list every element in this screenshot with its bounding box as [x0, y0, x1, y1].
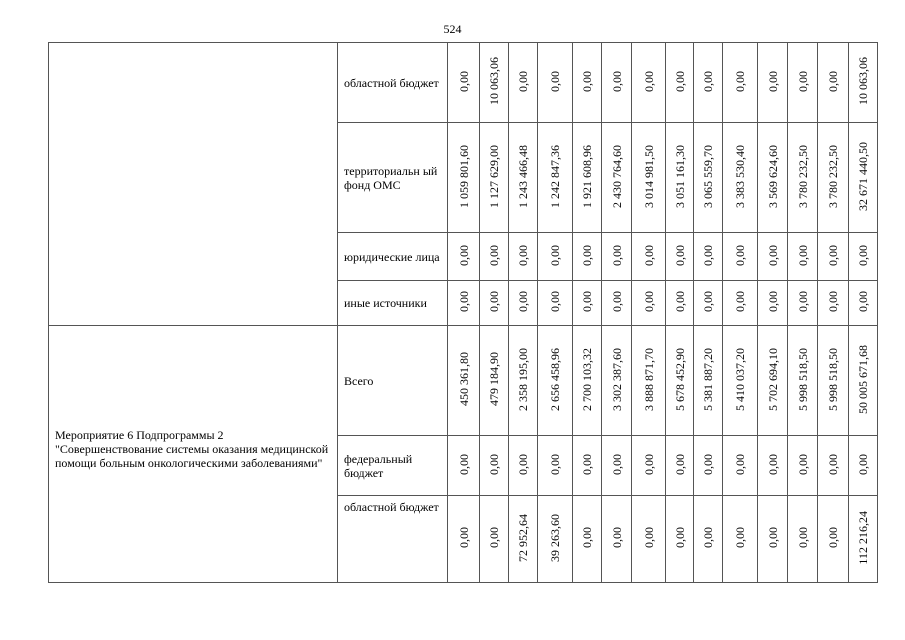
value-cell: [538, 43, 573, 123]
value-cell: [758, 326, 788, 436]
value-cell: [758, 496, 788, 583]
value-text: 0,00: [733, 453, 747, 475]
value-cell: [448, 233, 480, 281]
value-cell: [602, 326, 632, 436]
value-text: 5 702 694,10: [765, 347, 780, 411]
value-text: 3 383 530,40: [733, 144, 747, 208]
value-cell: [573, 43, 602, 123]
value-text: 0,00: [733, 70, 747, 92]
value-cell: [573, 281, 602, 326]
value-text: 0,00: [641, 244, 656, 266]
value-cell: [723, 496, 758, 583]
value-cell: [602, 43, 632, 123]
funding-source-label: юридические лица: [338, 233, 448, 281]
value-text: 0,00: [456, 453, 471, 475]
value-cell: [694, 496, 723, 583]
value-cell: [538, 436, 573, 496]
funding-source-label: федеральный бюджет: [338, 436, 448, 496]
value-text: 0,00: [795, 70, 810, 92]
value-text: 0,00: [733, 244, 747, 266]
value-cell: [632, 496, 666, 583]
value-text: 0,00: [456, 291, 471, 312]
value-text: 0,00: [701, 244, 715, 266]
activity-cell: [49, 326, 338, 583]
value-text: 0,00: [609, 70, 624, 92]
value-cell: [480, 281, 509, 326]
value-text: 0,00: [609, 244, 624, 266]
value-text: 0,00: [609, 453, 624, 475]
value-text: 3 888 871,70: [641, 347, 656, 411]
value-cell: [573, 436, 602, 496]
value-cell: [666, 281, 694, 326]
value-cell: [666, 43, 694, 123]
value-cell: [758, 233, 788, 281]
value-cell: [723, 233, 758, 281]
value-text: 0,00: [856, 244, 870, 266]
value-cell: [723, 281, 758, 326]
value-text: 0,00: [516, 244, 530, 266]
value-cell: [723, 43, 758, 123]
value-cell: [632, 233, 666, 281]
value-text: 0,00: [516, 70, 530, 92]
value-cell: [448, 43, 480, 123]
value-cell: [480, 496, 509, 583]
value-text: 32 671 440,50: [856, 141, 870, 211]
value-cell: [849, 436, 878, 496]
value-text: 0,00: [548, 70, 562, 92]
value-text: 0,00: [609, 291, 624, 312]
value-text: 39 263,60: [548, 513, 562, 562]
value-text: 5 410 037,20: [733, 347, 747, 411]
value-text: 2 700 103,32: [580, 347, 594, 411]
value-cell: [509, 281, 538, 326]
value-cell: [480, 233, 509, 281]
value-text: 0,00: [795, 527, 810, 548]
value-cell: [509, 436, 538, 496]
value-cell: [849, 496, 878, 583]
value-text: 1 242 847,36: [548, 144, 562, 208]
value-cell: [788, 436, 818, 496]
value-cell: [694, 436, 723, 496]
value-cell: [538, 496, 573, 583]
value-cell: [480, 123, 509, 233]
value-cell: [818, 326, 849, 436]
value-text: 0,00: [733, 291, 747, 312]
value-cell: [509, 43, 538, 123]
value-text: 0,00: [548, 291, 562, 312]
value-text: 479 184,90: [487, 352, 501, 406]
value-text: 0,00: [672, 244, 687, 266]
value-cell: [849, 123, 878, 233]
value-text: 0,00: [516, 291, 530, 312]
value-cell: [818, 123, 849, 233]
value-text: 0,00: [672, 291, 687, 312]
value-text: 0,00: [672, 527, 687, 548]
value-cell: [632, 123, 666, 233]
value-cell: [538, 123, 573, 233]
funding-source-label: областной бюджет: [338, 496, 448, 583]
value-text: 112 216,24: [856, 510, 870, 565]
value-text: 3 302 387,60: [609, 347, 624, 411]
value-cell: [666, 326, 694, 436]
value-text: 3 780 232,50: [795, 144, 810, 208]
value-cell: [758, 436, 788, 496]
value-text: 0,00: [456, 527, 471, 548]
value-text: 10 063,06: [856, 57, 870, 105]
value-cell: [694, 43, 723, 123]
value-text: 0,00: [580, 453, 594, 475]
value-text: 0,00: [487, 291, 501, 312]
value-text: 0,00: [548, 453, 562, 475]
value-text: 0,00: [456, 70, 471, 92]
value-cell: [723, 123, 758, 233]
value-text: 1 243 466,48: [516, 144, 530, 208]
value-text: 0,00: [456, 244, 471, 266]
funding-source-label: Всего: [338, 326, 448, 436]
value-text: 0,00: [826, 70, 840, 92]
value-text: 0,00: [580, 244, 594, 266]
page-number: 524: [443, 22, 462, 36]
value-cell: [448, 123, 480, 233]
table-row: [49, 326, 878, 436]
value-text: 0,00: [765, 453, 780, 475]
value-cell: [448, 436, 480, 496]
funding-source-label: областной бюджет: [338, 43, 448, 123]
value-text: 0,00: [487, 527, 501, 548]
value-text: 0,00: [765, 244, 780, 266]
value-cell: [509, 233, 538, 281]
value-cell: [758, 123, 788, 233]
value-cell: [694, 233, 723, 281]
value-cell: [448, 281, 480, 326]
value-text: 0,00: [548, 244, 562, 266]
value-cell: [758, 281, 788, 326]
value-cell: [694, 326, 723, 436]
value-cell: [480, 43, 509, 123]
value-text: 0,00: [641, 453, 656, 475]
value-cell: [573, 123, 602, 233]
value-cell: [602, 436, 632, 496]
value-text: 0,00: [701, 453, 715, 475]
value-cell: [818, 233, 849, 281]
value-cell: [694, 281, 723, 326]
value-text: 0,00: [701, 527, 715, 548]
value-cell: [573, 233, 602, 281]
value-text: 0,00: [826, 527, 840, 548]
value-text: 3 569 624,60: [765, 144, 780, 208]
value-cell: [723, 436, 758, 496]
value-cell: [788, 233, 818, 281]
value-text: 0,00: [765, 527, 780, 548]
funding-source-label: иные источники: [338, 281, 448, 326]
value-text: 0,00: [580, 70, 594, 92]
value-text: 0,00: [672, 453, 687, 475]
value-cell: [818, 436, 849, 496]
value-cell: [818, 496, 849, 583]
value-text: 0,00: [516, 453, 530, 475]
value-cell: [480, 326, 509, 436]
value-text: 50 005 671,68: [856, 344, 870, 414]
value-text: 2 656 458,96: [548, 347, 562, 411]
value-text: 3 780 232,50: [826, 144, 840, 208]
value-text: 0,00: [609, 527, 624, 548]
value-text: 0,00: [487, 244, 501, 266]
value-cell: [573, 326, 602, 436]
value-cell: [818, 281, 849, 326]
value-text: 0,00: [795, 291, 810, 312]
value-cell: [849, 326, 878, 436]
value-text: 0,00: [641, 527, 656, 548]
value-text: 0,00: [856, 291, 870, 312]
value-cell: [666, 123, 694, 233]
value-text: 2 430 764,60: [609, 144, 624, 208]
value-cell: [602, 123, 632, 233]
value-cell: [632, 436, 666, 496]
value-cell: [849, 233, 878, 281]
value-cell: [602, 496, 632, 583]
value-cell: [694, 123, 723, 233]
value-cell: [788, 43, 818, 123]
value-text: 1 127 629,00: [487, 144, 501, 208]
value-text: 0,00: [641, 291, 656, 312]
value-cell: [573, 496, 602, 583]
value-text: 1 059 801,60: [456, 144, 471, 208]
funding-source-label: территориальн ый фонд ОМС: [338, 123, 448, 233]
value-cell: [849, 281, 878, 326]
value-cell: [509, 496, 538, 583]
value-text: 0,00: [701, 291, 715, 312]
value-text: 0,00: [795, 244, 810, 266]
value-text: 5 998 518,50: [826, 347, 840, 411]
value-text: 0,00: [701, 70, 715, 92]
value-cell: [788, 123, 818, 233]
activity-cell: [49, 43, 338, 326]
value-text: 0,00: [765, 70, 780, 92]
value-cell: [448, 496, 480, 583]
value-text: 0,00: [580, 527, 594, 548]
value-text: 1 921 608,96: [580, 144, 594, 208]
value-cell: [723, 326, 758, 436]
value-text: 0,00: [487, 453, 501, 475]
value-text: 5 678 452,90: [672, 347, 687, 411]
value-text: 3 014 981,50: [641, 144, 656, 208]
value-text: 5 381 887,20: [701, 347, 715, 411]
value-cell: [666, 436, 694, 496]
value-text: 3 051 161,30: [672, 144, 687, 208]
value-cell: [849, 43, 878, 123]
value-cell: [538, 233, 573, 281]
value-cell: [666, 496, 694, 583]
value-cell: [480, 436, 509, 496]
value-text: 0,00: [765, 291, 780, 312]
value-cell: [758, 43, 788, 123]
value-text: 450 361,80: [456, 352, 471, 406]
value-cell: [602, 233, 632, 281]
value-cell: [538, 326, 573, 436]
activity-title: Мероприятие 6 Подпрограммы 2 "Совершенствование системы оказания медицинской помощи больным онкологическими заболеваниями": [55, 428, 329, 470]
value-text: 0,00: [672, 70, 687, 92]
value-text: 0,00: [826, 291, 840, 312]
value-cell: [788, 326, 818, 436]
value-text: 0,00: [826, 244, 840, 266]
value-text: 0,00: [580, 291, 594, 312]
value-cell: [666, 233, 694, 281]
value-cell: [602, 281, 632, 326]
value-text: 72 952,64: [516, 513, 530, 562]
value-text: 10 063,06: [487, 57, 501, 105]
value-cell: [448, 326, 480, 436]
value-cell: [632, 281, 666, 326]
value-cell: [788, 281, 818, 326]
value-text: 5 998 518,50: [795, 347, 810, 411]
value-cell: [818, 43, 849, 123]
value-cell: [632, 326, 666, 436]
value-text: 0,00: [733, 527, 747, 548]
value-cell: [632, 43, 666, 123]
value-cell: [509, 326, 538, 436]
value-text: 3 065 559,70: [701, 144, 715, 208]
value-cell: [788, 496, 818, 583]
value-text: 0,00: [856, 453, 870, 475]
value-cell: [538, 281, 573, 326]
value-text: 0,00: [641, 70, 656, 92]
funding-table: [48, 42, 878, 583]
value-text: 0,00: [795, 453, 810, 475]
value-text: 0,00: [826, 453, 840, 475]
table-row: [49, 43, 878, 123]
value-text: 2 358 195,00: [516, 347, 530, 411]
value-cell: [509, 123, 538, 233]
